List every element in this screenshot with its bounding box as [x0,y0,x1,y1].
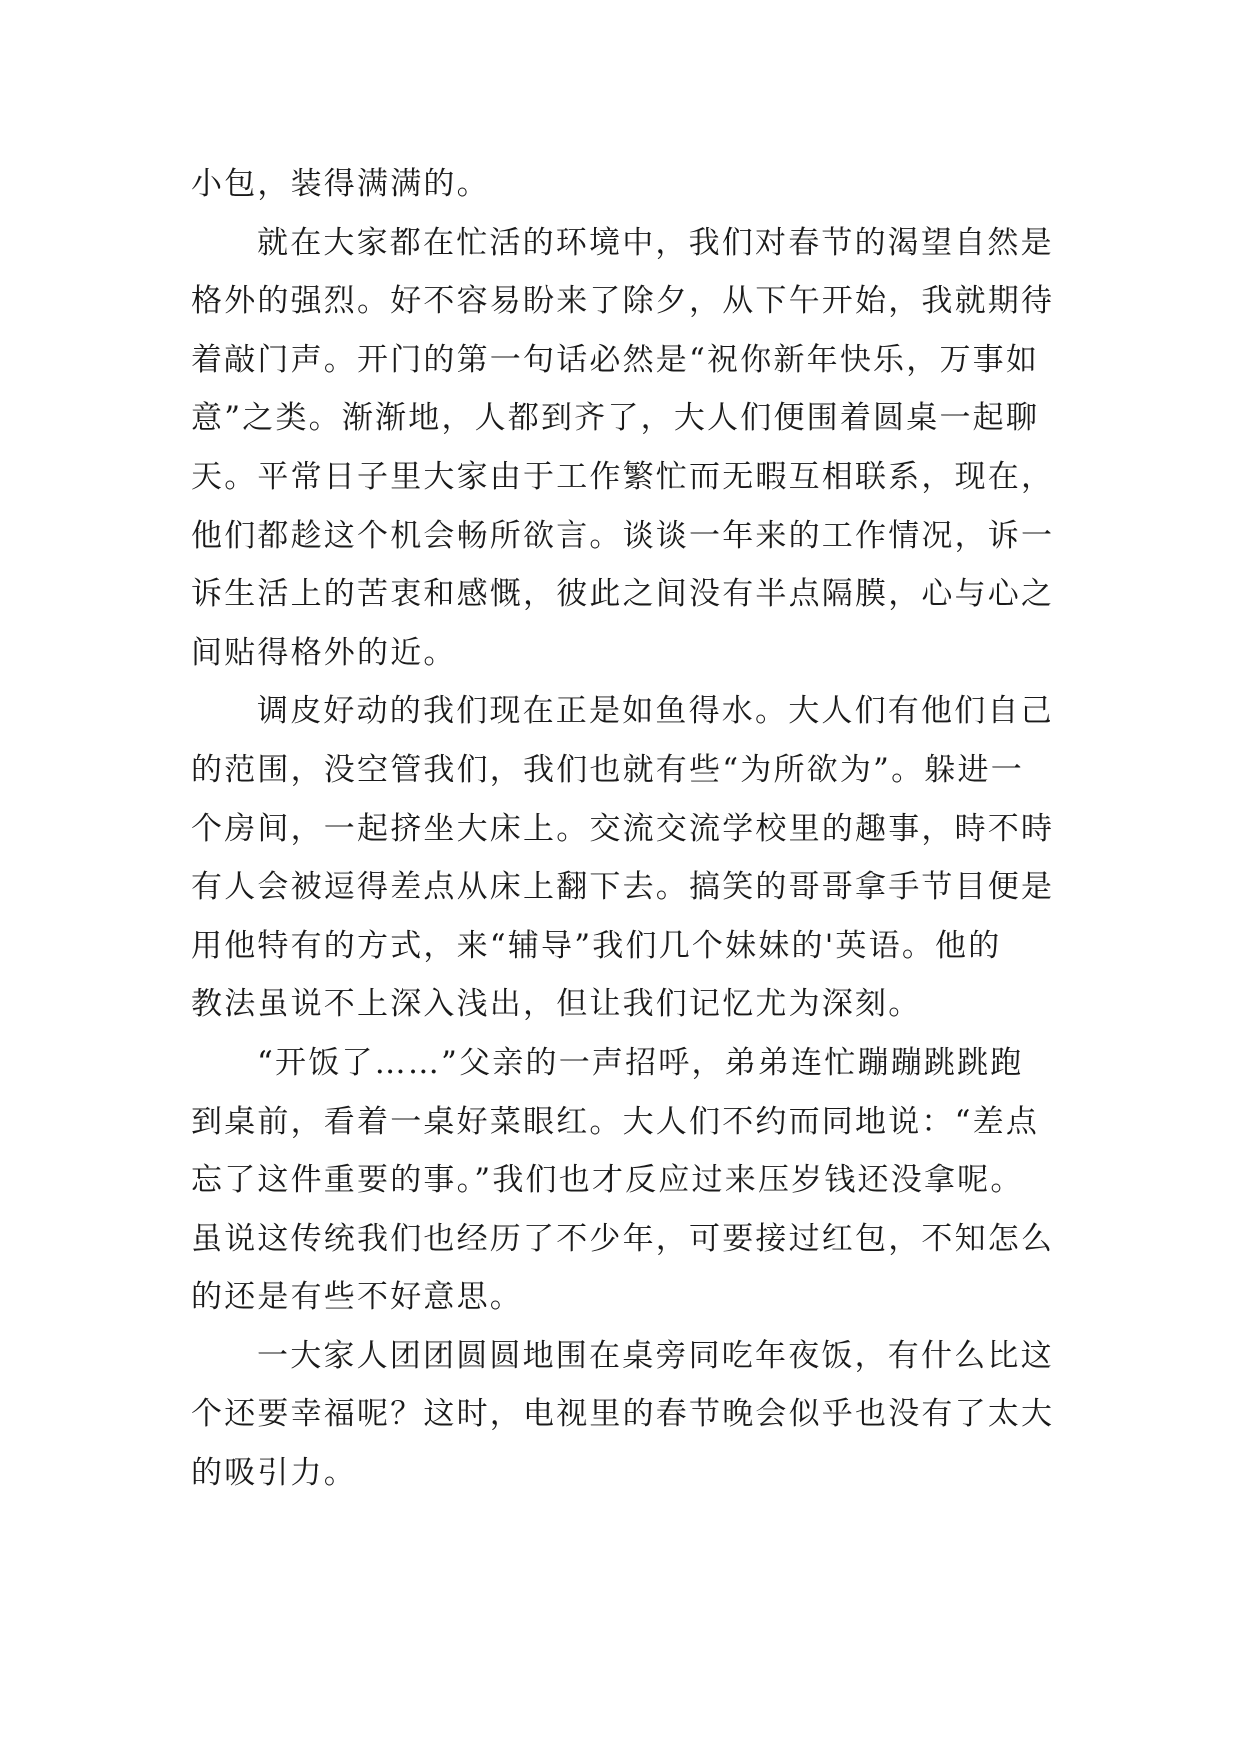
text-line: “开饭了……”父亲的一声招呼，弟弟连忙蹦蹦跳跳跑 [257,1044,1024,1081]
text-line: 小包，装得满满的。 [191,166,490,202]
text-line: 就在大家都在忙活的环境中，我们对春节的渴望自然是 [257,224,1054,261]
text-line: 虽说这传统我们也经历了不少年，可要接过红包，不知怎么 [191,1220,1055,1257]
text-line: 用他特有的方式，来“辅导”我们几个妹妹的'英语。他的 [191,927,1002,964]
text-line: 个还要幸福呢？这时，电视里的春节晚会似乎也没有了太大 [191,1396,1055,1433]
text-line: 的吸引力。 [191,1455,357,1492]
text-line: 一大家人团团圆圆地围在桌旁同吃年夜饭，有什么比这 [257,1337,1054,1374]
text-line: 有人会被逗得差点从床上翻下去。搞笑的哥哥拿手节目便是 [191,869,1055,906]
text-line: 个房间，一起挤坐大床上。交流交流学校里的趣事，時不時 [191,810,1055,847]
text-line: 忘了这件重要的事。”我们也才反应过来压岁钱还没拿呢。 [191,1162,1024,1199]
text-line: 意”之类。渐渐地，人都到齐了，大人们便围着圆桌一起聊 [191,400,1040,437]
text-line: 的还是有些不好意思。 [191,1279,523,1316]
text-line: 格外的强烈。好不容易盼来了除夕，从下午开始，我就期待 [191,283,1055,320]
text-line: 天。平常日子里大家由于工作繁忙而无暇互相联系，现在， [191,458,1055,495]
text-line: 到桌前，看着一桌好菜眼红。大人们不约而同地说：“差点 [191,1103,1040,1140]
document-body [191,155,1061,1503]
text-line: 教法虽说不上深入浅出，但让我们记忆尤为深刻。 [191,986,922,1023]
text-line: 间贴得格外的近。 [191,634,457,671]
text-line: 他们都趁这个机会畅所欲言。谈谈一年来的工作情况，诉一 [191,517,1055,554]
text-line: 着敲门声。开门的第一句话必然是“祝你新年快乐，万事如 [191,341,1040,378]
text-line: 调皮好动的我们现在正是如鱼得水。大人们有他们自己 [257,693,1054,730]
text-line: 诉生活上的苦衷和感慨，彼此之间没有半点隔膜，心与心之 [191,576,1055,613]
text-line: 的范围，没空管我们，我们也就有些“为所欲为”。躲进一 [191,751,1024,788]
